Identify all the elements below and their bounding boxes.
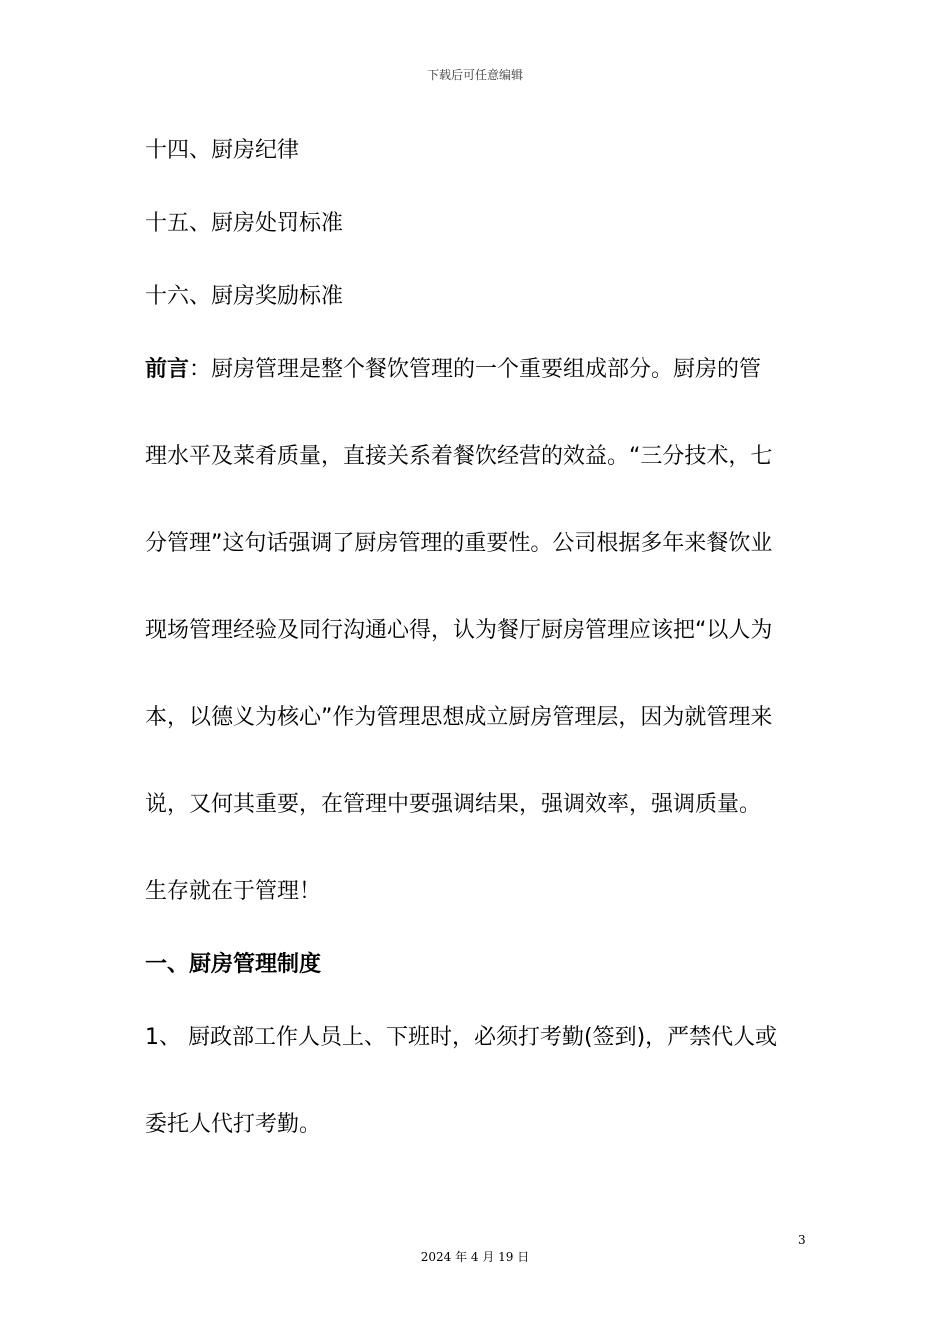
- page-footer-date: 2024 年 4 月 19 日: [420, 1250, 530, 1264]
- item-line: 1、 厨政部工作人员上、下班时，必须打考勤(签到)，严禁代人或: [145, 1025, 778, 1050]
- preface-text: ：厨房管理是整个餐饮管理的一个重要组成部分。厨房的管: [189, 357, 762, 382]
- preface-line: 理水平及菜肴质量，直接关系着餐饮经营的效益。“三分技术，七: [145, 444, 773, 469]
- page-number: 3: [798, 1233, 806, 1247]
- preface-first-line: [145, 355, 761, 385]
- toc-item: 十六、厨房奖励标准: [145, 284, 344, 309]
- toc-item: 十五、厨房处罚标准: [145, 211, 344, 236]
- item-line: 委托人代打考勤。: [145, 1112, 322, 1137]
- section-heading: 一、厨房管理制度: [145, 952, 322, 977]
- preface-line: 生存就在于管理！: [145, 879, 322, 904]
- preface-line: 本，以德义为核心”作为管理思想成立厨房管理层，因为就管理来: [145, 705, 773, 730]
- page-header: 下载后可任意编辑: [426, 68, 523, 82]
- preface-label: 前言: [145, 357, 190, 382]
- preface-line: 现场管理经验及同行沟通心得，认为餐厅厨房管理应该把“以人为: [145, 618, 773, 643]
- preface-line: 说，又何其重要，在管理中要强调结果，强调效率，强调质量。: [145, 792, 762, 817]
- toc-item: 十四、厨房纪律: [145, 138, 300, 163]
- preface-line: 分管理”这句话强调了厨房管理的重要性。公司根据多年来餐饮业: [145, 531, 773, 556]
